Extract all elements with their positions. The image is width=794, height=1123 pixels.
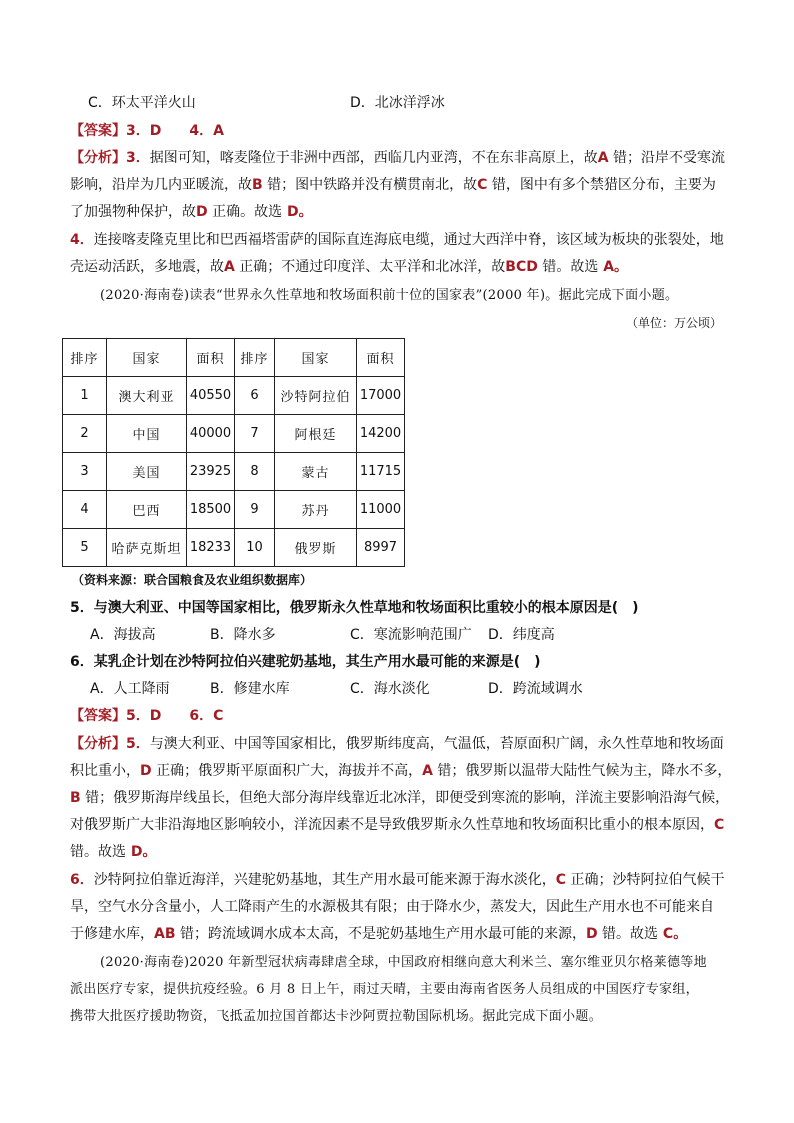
table-cell: 澳大利亚	[107, 377, 187, 415]
table-row	[63, 491, 405, 529]
analysis-text: 据图可知，喀麦隆位于非洲中西部，西临几内亚湾，不在东非高原上，故	[149, 150, 598, 166]
table-cell: 6	[235, 377, 275, 415]
analysis-text: 错；俄罗斯以温带大陆性气候为主，降水不多，	[432, 763, 732, 779]
intro-3-line-2: 派出医疗专家，提供抗疫经验。6 月 8 日上午，雨过天晴，主要由海南省医务人员组成的中国医疗专家组，	[70, 982, 699, 997]
table-cell: 10	[235, 529, 275, 567]
option-key: C。	[658, 926, 688, 942]
table-cell: 4	[63, 491, 107, 529]
table-cell: 巴西	[107, 491, 187, 529]
header-cell: 面积	[187, 339, 235, 377]
analysis-tag: 【分析】	[70, 736, 126, 752]
unit-label: （单位：万公顷）	[625, 316, 722, 330]
table-cell: 18500	[187, 491, 235, 529]
q5-option-d: D．纬度高	[488, 627, 555, 643]
table-cell: 5	[63, 529, 107, 567]
table-row	[63, 377, 405, 415]
analysis-text: 积比重小，	[70, 763, 140, 779]
analysis-text: 于修建水库，	[70, 926, 154, 942]
option-key: A。	[598, 259, 629, 275]
q5-num: 5．	[126, 736, 150, 752]
analysis-text: 正确；沙特阿拉伯气候干	[566, 872, 725, 888]
table-cell: 8	[235, 453, 275, 491]
table-cell: 7	[235, 415, 275, 453]
q5-option-c: C．寒流影响范围广	[350, 627, 472, 643]
option-key: C	[714, 817, 725, 833]
q6-stem: 6．某乳企计划在沙特阿拉伯兴建驼奶基地，其生产用水最可能的来源是( )	[70, 654, 541, 670]
q5-option-a: A．海拔高	[90, 627, 156, 643]
table-cell: 17000	[357, 377, 405, 415]
q3-num: 3．	[126, 150, 150, 166]
analysis-text: 了加强物种保护，故	[70, 204, 196, 220]
analysis-1-line-5	[70, 257, 730, 277]
option-key: A	[597, 150, 609, 166]
table-row	[63, 415, 405, 453]
analysis-text: 错；俄罗斯海岸线虽长，但绝大部分海岸线靠近北冰洋，即便受到寒流的影响，洋流主要影响沿海气候，	[80, 790, 730, 806]
option-key: D	[196, 204, 208, 220]
table-row	[63, 453, 405, 491]
table-cell: 40550	[187, 377, 235, 415]
answer-text: 3．D 4．A	[126, 123, 224, 139]
q4-num: 4．	[70, 232, 94, 248]
q4-option-c: C．环太平洋火山	[88, 95, 196, 111]
analysis-1-line-3	[70, 202, 730, 222]
analysis-1-line-4	[70, 230, 730, 250]
analysis-2-line-2	[70, 761, 730, 781]
table-cell: 2	[63, 415, 107, 453]
analysis-2-line-3	[70, 788, 730, 808]
analysis-text: 正确；不通过印度洋、太平洋和北冰洋，故	[234, 259, 506, 275]
option-key: A	[224, 259, 235, 275]
table-cell: 11000	[357, 491, 405, 529]
analysis-2-line-4	[70, 815, 730, 835]
option-key: D	[140, 763, 152, 779]
analysis-text: 错；沿岸不受寒流	[608, 150, 726, 166]
analysis-text: 错。故选	[70, 844, 126, 860]
analysis-tag: 【分析】	[70, 150, 126, 166]
analysis-text: 旱，空气水分含量小，人工降雨产生的水源极其有限；由于降水少，蒸发大，因此生产用水也不可能来自	[70, 899, 714, 915]
header-cell: 国家	[275, 339, 357, 377]
header-cell: 国家	[107, 339, 187, 377]
analysis-text: 错，图中有多个禁猎区分布，主要为	[487, 177, 716, 193]
analysis-2-line-7	[70, 897, 730, 917]
q5-option-b: B．降水多	[210, 627, 276, 643]
table-cell: 9	[235, 491, 275, 529]
option-key: C	[555, 872, 567, 888]
analysis-text: 对俄罗斯广大非沿海地区影响较小，洋流因素不是导致俄罗斯永久性草地和牧场面积比重小的根本原因，	[70, 817, 714, 833]
answer-tag: 【答案】	[70, 123, 126, 139]
table-cell: 美国	[107, 453, 187, 491]
table-cell: 俄罗斯	[275, 529, 357, 567]
table-cell: 1	[63, 377, 107, 415]
q6-option-b: B．修建水库	[210, 681, 290, 697]
option-key: B	[252, 177, 263, 193]
table-cell: 蒙古	[275, 453, 357, 491]
option-key: AB	[154, 926, 176, 942]
q6-option-d: D．跨流域调水	[488, 681, 583, 697]
intro-3-line-3: 携带大批医疗援助物资，飞抵孟加拉国首都达卡沙阿贾拉勒国际机场。据此完成下面小题。	[70, 1009, 603, 1024]
table-source: （资料来源：联合国粮食及农业组织数据库）	[72, 573, 313, 587]
option-key: C	[477, 177, 488, 193]
option-key: B	[70, 790, 81, 806]
table-cell: 8997	[357, 529, 405, 567]
analysis-text: 壳运动活跃，多地震，故	[70, 259, 224, 275]
table-cell: 哈萨克斯坦	[107, 529, 187, 567]
table-cell: 阿根廷	[275, 415, 357, 453]
answer-tag: 【答案】	[70, 708, 126, 724]
ranking-table	[62, 338, 405, 567]
analysis-text: 错。故选	[537, 259, 599, 275]
analysis-2-line-5	[70, 842, 730, 862]
answer-line-1	[70, 121, 730, 141]
analysis-text: 错。故选	[597, 926, 659, 942]
analysis-text: 正确。故选	[207, 204, 283, 220]
q6-option-a: A．人工降雨	[90, 681, 170, 697]
table-cell: 23925	[187, 453, 235, 491]
header-cell: 排序	[235, 339, 275, 377]
table-cell: 11715	[357, 453, 405, 491]
q5-stem: 5．与澳大利亚、中国等国家相比，俄罗斯永久性草地和牧场面积比重较小的根本原因是( )	[70, 600, 639, 616]
analysis-text: 与澳大利亚、中国等国家相比，俄罗斯纬度高，气温低，苔原面积广阔，永久性草地和牧场面	[149, 736, 724, 752]
option-key: D。	[282, 204, 313, 220]
table-cell: 中国	[107, 415, 187, 453]
answer-line-2	[70, 706, 730, 726]
analysis-text: 错；跨流域调水成本太高，不是驼奶基地生产用水最可能的来源，	[175, 926, 586, 942]
table-cell: 40000	[187, 415, 235, 453]
header-cell: 排序	[63, 339, 107, 377]
header-cell: 面积	[357, 339, 405, 377]
q6-num: 6．	[70, 872, 94, 888]
analysis-1-line-1	[70, 148, 730, 168]
analysis-2-line-1	[70, 734, 730, 754]
analysis-1-line-2	[70, 175, 730, 195]
option-key: D	[585, 926, 598, 942]
table-cell: 沙特阿拉伯	[275, 377, 357, 415]
table-cell: 3	[63, 453, 107, 491]
table-cell: 14200	[357, 415, 405, 453]
table-row	[63, 529, 405, 567]
table-header-row	[63, 339, 405, 377]
analysis-text: 影响，沿岸为几内亚暖流，故	[70, 177, 252, 193]
q4-option-d: D．北冰洋浮冰	[350, 95, 445, 111]
intro-2: (2020·海南卷)读表“世界永久性草地和牧场面积前十位的国家表”(2000 年)。据此完成下面小题。	[100, 288, 679, 303]
answer-text: 5．D 6．C	[126, 708, 224, 724]
analysis-text: 错；图中铁路并没有横贯南北，故	[262, 177, 478, 193]
intro-3-line-1: (2020·海南卷)2020 年新型冠状病毒肆虐全球，中国政府相继向意大利米兰、塞尔维亚贝尔格莱德等地	[100, 955, 707, 970]
analysis-text: 正确；俄罗斯平原面积广大，海拔并不高，	[151, 763, 423, 779]
analysis-text: 沙特阿拉伯靠近海洋，兴建驼奶基地，其生产用水最可能来源于海水淡化，	[93, 872, 556, 888]
option-key: BCD	[505, 259, 538, 275]
analysis-2-line-6	[70, 870, 730, 890]
table-cell: 苏丹	[275, 491, 357, 529]
q6-option-c: C．海水淡化	[350, 681, 430, 697]
option-key: A	[422, 763, 433, 779]
analysis-text: 连接喀麦隆克里比和巴西福塔雷萨的国际直连海底电缆，通过大西洋中脊，该区域为板块的张裂处，地	[93, 232, 724, 248]
analysis-2-line-8	[70, 924, 730, 944]
option-key: D。	[126, 844, 157, 860]
table-cell: 18233	[187, 529, 235, 567]
